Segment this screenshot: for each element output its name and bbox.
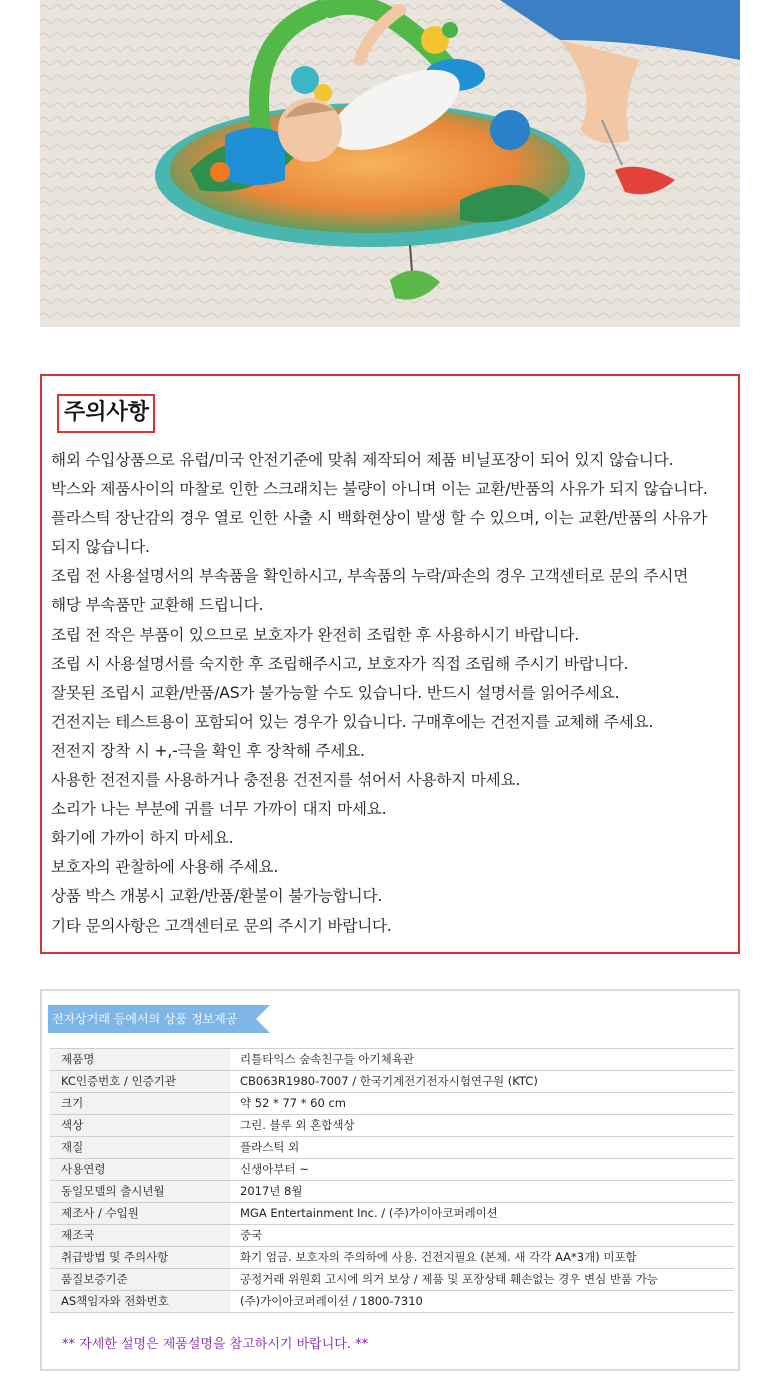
caution-line: 조립 전 사용설명서의 부속품을 확인하시고, 부속품의 누락/파손의 경우 고객센터로 문의 주시면 xyxy=(51,567,689,586)
caution-line: 조립 시 사용설명서를 숙지한 후 조립해주시고, 보호자가 직접 조립해 주시기 바랍니다. xyxy=(51,654,629,673)
table-row xyxy=(50,1115,734,1137)
spec-value: 신생아부터 ~ xyxy=(230,1159,734,1181)
product-photo xyxy=(40,0,740,327)
spec-value: CB063R1980-7007 / 한국기계전기전자시험연구원 (KTC) xyxy=(230,1071,734,1093)
spec-value: 화기 엄금. 보호자의 주의하에 사용. 건전지필요 (본체. 새 각각 AA*3개) 미포함 xyxy=(230,1247,734,1269)
caution-line: 건전지는 테스트용이 포함되어 있는 경우가 있습니다. 구매후에는 건전지를 교체해 주세요. xyxy=(51,712,654,731)
caution-list xyxy=(51,446,741,941)
caution-line: 조립 전 작은 부품이 있으므로 보호자가 완전히 조립한 후 사용하시기 바랍니다. xyxy=(51,625,579,644)
detail-note: ** 자세한 설명은 제품설명을 참고하시기 바랍니다. ** xyxy=(62,1337,369,1352)
spec-value: 2017년 8월 xyxy=(230,1181,734,1203)
baby-gym-illustration xyxy=(40,0,740,327)
caution-line: 화기에 가까이 하지 마세요. xyxy=(51,829,234,848)
table-row xyxy=(50,1049,734,1071)
spec-key: KC인증번호 / 인증기관 xyxy=(50,1071,230,1093)
spec-value: 중국 xyxy=(230,1225,734,1247)
caution-line: 기타 문의사항은 고객센터로 문의 주시기 바랍니다. xyxy=(51,916,392,935)
caution-line: 플라스틱 장난감의 경우 열로 인한 사출 시 백화현상이 발생 할 수 있으며, 이는 교환/반품의 사유가 xyxy=(51,509,708,528)
caution-line: 소리가 나는 부분에 귀를 너무 가까이 대지 마세요. xyxy=(51,800,387,819)
product-info-section xyxy=(40,989,740,1371)
spec-key: 색상 xyxy=(50,1115,230,1137)
spec-key: 크기 xyxy=(50,1093,230,1115)
table-row xyxy=(50,1247,734,1269)
table-row xyxy=(50,1181,734,1203)
spec-value: 리틀타익스 숲속친구들 아기체육관 xyxy=(230,1049,734,1071)
table-row xyxy=(50,1071,734,1093)
info-tag-label: 전자상거래 등에서의 상품 정보제공 xyxy=(52,1012,238,1026)
table-row xyxy=(50,1291,734,1313)
table-row xyxy=(50,1269,734,1291)
table-row xyxy=(50,1225,734,1247)
spec-key: 제품명 xyxy=(50,1049,230,1071)
spec-key: AS책임자와 전화번호 xyxy=(50,1291,230,1313)
table-row xyxy=(50,1203,734,1225)
spec-value: 그린. 블루 외 혼합색상 xyxy=(230,1115,734,1137)
caution-line: 보호자의 관찰하에 사용해 주세요. xyxy=(51,858,279,877)
spec-key: 사용연령 xyxy=(50,1159,230,1181)
spec-key: 품질보증기준 xyxy=(50,1269,230,1291)
caution-section xyxy=(40,374,740,954)
caution-line: 해당 부속품만 교환해 드립니다. xyxy=(51,596,264,615)
table-row xyxy=(50,1093,734,1115)
spec-value: 약 52 * 77 * 60 cm xyxy=(230,1093,734,1115)
caution-line: 잘못된 조립시 교환/반품/AS가 불가능할 수도 있습니다. 반드시 설명서를 읽어주세요. xyxy=(51,683,620,702)
caution-line: 되지 않습니다. xyxy=(51,538,150,557)
spec-key: 재질 xyxy=(50,1137,230,1159)
spec-key: 제조국 xyxy=(50,1225,230,1247)
caution-line: 박스와 제품사이의 마찰로 인한 스크래치는 불량이 아니며 이는 교환/반품의 사유가 되지 않습니다. xyxy=(51,480,708,499)
spec-key: 동일모델의 출시년월 xyxy=(50,1181,230,1203)
spec-value: (주)가이아코퍼레이션 / 1800-7310 xyxy=(230,1291,734,1313)
spec-value: 플라스틱 외 xyxy=(230,1137,734,1159)
spec-table xyxy=(50,1048,734,1313)
table-row xyxy=(50,1159,734,1181)
caution-line: 전전지 장착 시 +,-극을 확인 후 장착해 주세요. xyxy=(51,741,365,760)
spec-value: MGA Entertainment Inc. / (주)가이아코퍼레이션 xyxy=(230,1203,734,1225)
table-row xyxy=(50,1137,734,1159)
spec-value: 공정거래 위원회 고시에 의거 보상 / 제품 및 포장상태 훼손없는 경우 변심 반품 가능 xyxy=(230,1269,734,1291)
spec-key: 제조사 / 수입원 xyxy=(50,1203,230,1225)
caution-title: 주의사항 xyxy=(57,394,155,433)
caution-line: 상품 박스 개봉시 교환/반품/환불이 불가능합니다. xyxy=(51,887,383,906)
caution-line: 해외 수입상품으로 유럽/미국 안전기준에 맞춰 제작되어 제품 비닐포장이 되어 있지 않습니다. xyxy=(51,451,674,469)
caution-line: 사용한 전전지를 사용하거나 충전용 건전지를 섞어서 사용하지 마세요. xyxy=(51,771,521,790)
info-section-tag xyxy=(48,1005,270,1033)
spec-key: 취급방법 및 주의사항 xyxy=(50,1247,230,1269)
